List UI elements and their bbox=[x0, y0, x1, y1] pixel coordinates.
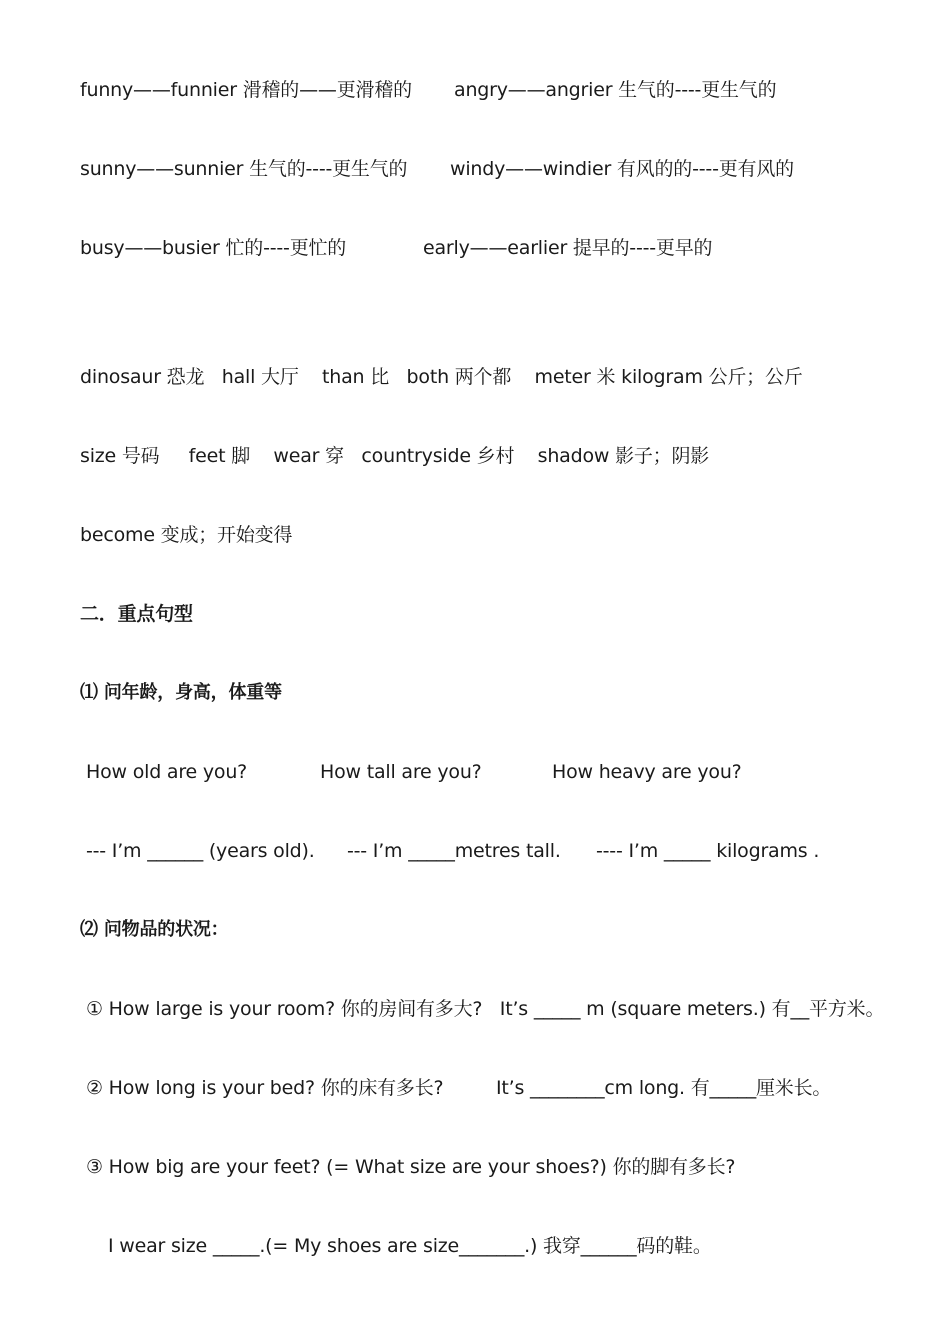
comparative-funny: funny——funnier 滑稽的——更滑稽的 bbox=[80, 79, 412, 101]
comparative-row-1 bbox=[0, 78, 777, 150]
answer-height: --- I’m _____metres tall. bbox=[347, 840, 561, 862]
section-heading: 二．重点句型 bbox=[80, 603, 193, 625]
question-weight: How heavy are you? bbox=[552, 761, 742, 783]
item-bed-length-row bbox=[0, 1076, 832, 1148]
subheading-object-status: ⑵ 问物品的状况： bbox=[80, 919, 229, 940]
comparative-windy: windy——windier 有风的的----更有风的 bbox=[450, 158, 794, 180]
question-age: How old are you? bbox=[86, 761, 248, 783]
item-bed-question: ② How long is your bed? 你的床有多长? bbox=[86, 1077, 444, 1099]
comparative-busy: busy——busier 忙的----更忙的 bbox=[80, 237, 347, 259]
answer-age: --- I’m ______ (years old). bbox=[86, 840, 315, 862]
vocab-line-1: dinosaur 恐龙 hall 大厅 than 比 both 两个都 meter 米 kilogram 公斤；公斤 bbox=[80, 366, 803, 388]
question-height: How tall are you? bbox=[320, 761, 482, 783]
comparative-sunny: sunny——sunnier 生气的----更生气的 bbox=[80, 158, 408, 180]
item-room-size: ① How large is your room? 你的房间有多大? It’s _____ m (square meters.) 有__平方米。 bbox=[86, 998, 885, 1020]
answer-weight: ---- I’m _____ kilograms . bbox=[596, 840, 820, 862]
comparative-row-2 bbox=[0, 157, 794, 229]
subheading-age-height-weight: ⑴ 问年龄，身高，体重等 bbox=[80, 682, 282, 703]
comparative-row-3 bbox=[0, 236, 713, 308]
vocab-line-2: size 号码 feet 脚 wear 穿 countryside 乡村 shadow 影子；阴影 bbox=[80, 445, 710, 467]
item-bed-answer: It’s ________cm long. 有_____厘米长。 bbox=[496, 1077, 832, 1099]
comparative-angry: angry——angrier 生气的----更生气的 bbox=[454, 79, 777, 101]
item-shoe-size-answer: I wear size _____.(= My shoes are size_______.) 我穿______码的鞋。 bbox=[108, 1235, 712, 1257]
vocab-line-3: become 变成；开始变得 bbox=[80, 524, 293, 546]
item-feet-size: ③ How big are your feet? (= What size are your shoes?) 你的脚有多长? bbox=[86, 1156, 736, 1178]
comparative-early: early——earlier 提早的----更早的 bbox=[423, 237, 713, 259]
